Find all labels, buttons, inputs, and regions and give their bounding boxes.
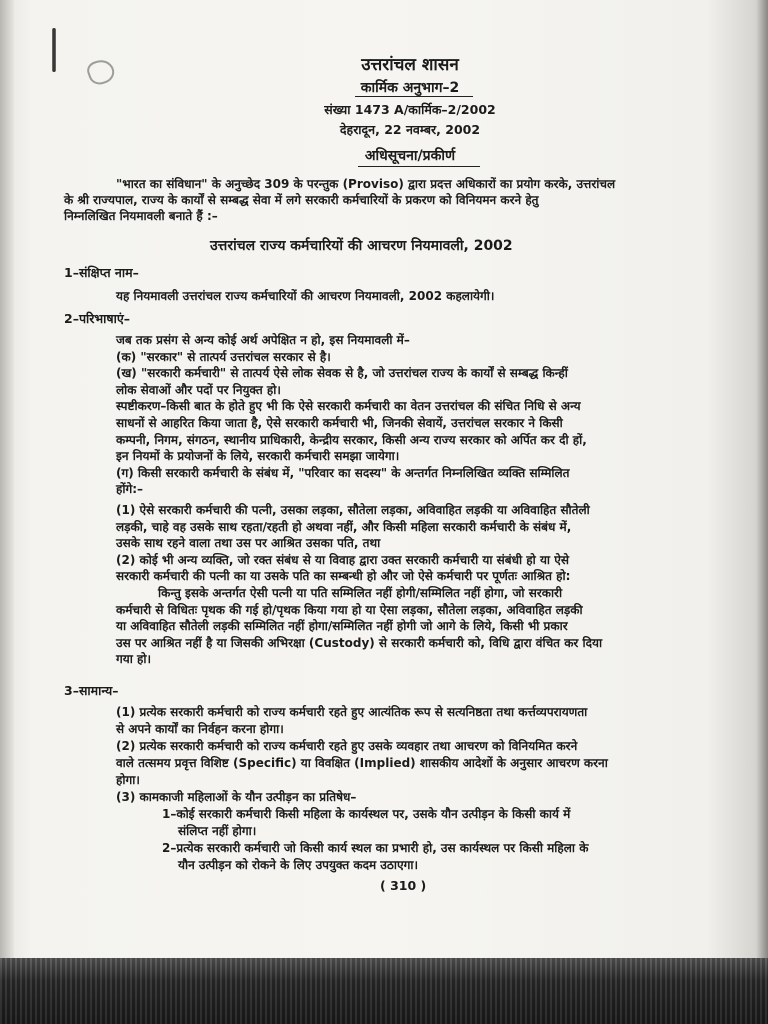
header-underline	[355, 96, 473, 97]
section-2-heading: 2–परिभाषाएं–	[64, 311, 131, 326]
section-2-line: (ग) किसी सरकारी कर्मचारी के संबंध में, "परिवार का सदस्य" के अन्तर्गत निम्नलिखित व्यक्ति सम्मिलित	[116, 465, 570, 480]
section-3-line: (3) कामकाजी महिलाओं के यौन उत्पीड़न का प्रतिषेध–	[116, 790, 357, 804]
header-reference-number: संख्या 1473 A/कार्मिक–2/2002	[324, 102, 496, 117]
section-3-line: होगा।	[116, 773, 140, 787]
section-2-line: लड़की, चाहे वह उसके साथ रहता/रहती हो अथवा नहीं, और किसी महिला सरकारी कर्मचारी के संबंध में,	[116, 519, 572, 534]
notification-underline	[358, 166, 480, 167]
section-2-line: गया हो।	[116, 652, 152, 667]
section-2-line: (1) ऐसे सरकारी कर्मचारी की पत्नी, उसका लड़का, सौतेला लड़का, अविवाहित लड़की या अविवाहित सौतेली	[116, 502, 590, 517]
section-2-line: सरकारी कर्मचारी की पत्नी का या उसके पति का सम्बन्धी हो और जो ऐसे कर्मचारी पर पूर्णतः आश्रित हो:	[116, 569, 571, 584]
section-2-line: साधनों से आहरित किया जाता है, ऐसे सरकारी कर्मचारी भी, जिनकी सेवायें, उत्तरांचल सरकार ने किसी	[116, 415, 563, 430]
section-2-line: उसके साथ रहने वाला तथा उस पर आश्रित उसका पति, तथा	[116, 536, 381, 551]
section-2-line: स्पष्टीकरण–किसी बात के होते हुए भी कि ऐसे सरकारी कर्मचारी का वेतन उत्तरांचल की संचित निधि से अन्य	[116, 399, 581, 414]
section-2-line: (2) कोई भी अन्य व्यक्ति, जो रक्त संबंध से या विवाह द्वारा उक्त सरकारी कर्मचारी या संबंधी हो या ऐसे	[116, 552, 569, 567]
section-3-heading: 3–सामान्य–	[64, 683, 119, 698]
section-2-line: कर्मचारी से विधितः पृथक की गई हो/पृथक किया गया हो या ऐसा लड़का, सौतेला लड़का, अविवाहित लड़की	[116, 602, 583, 617]
section-3-line: यौन उत्पीड़न को रोकने के लिए उपयुक्त कदम उठाएगा।	[178, 858, 419, 872]
section-2-line: उस पर आश्रित नहीं है या जिसकी अभिरक्षा (Custody) से सरकारी कर्मचारी को, विधि द्वारा वंचित कर दिया	[116, 635, 603, 650]
section-2-line: किन्तु इसके अन्तर्गत ऐसी पत्नी या पति सम्मिलित नहीं होगी/सम्मिलित नहीं होगा, जो सरकारी	[158, 585, 563, 600]
section-3-line: संलिप्त नहीं होगा।	[178, 824, 257, 838]
section-2-line: जब तक प्रसंग से अन्य कोई अर्थ अपेक्षित न हो, इस नियमावली में–	[116, 333, 410, 347]
section-2-line: होंगे:–	[116, 482, 144, 497]
section-3-line: वाले तत्समय प्रवृत्त विशिष्ट (Specific) या विवक्षित (Implied) शासकीय आदेशों के अनुसार आचरण करना	[116, 756, 608, 770]
intro-line: निम्नलिखित नियमावली बनाते हैं :–	[64, 209, 218, 223]
section-2-line: या अविवाहित सौतेली लड़की सम्मिलित नहीं होगा/सम्मिलित नहीं होगी जो आगे के लिये, किसी भी प्रकार	[116, 619, 568, 634]
section-2-line: कम्पनी, निगम, संगठन, स्थानीय प्राधिकारी, केन्द्रीय सरकार, किसी अन्य राज्य सरकार को अर्पित कर दी हों,	[116, 432, 587, 447]
section-3-line: 1–कोई सरकारी कर्मचारी किसी महिला के कार्यस्थल पर, उसके यौन उत्पीड़न के किसी कार्य में	[162, 807, 571, 821]
section-2-line: (ख) "सरकारी कर्मचारी" से तात्पर्य ऐसे लोक सेवक से है, जो उत्तरांचल राज्य के कार्यों से सम्बद्ध किन्हीं	[116, 366, 568, 381]
section-2-line: (क) "सरकार" से तात्पर्य उत्तरांचल सरकार से है।	[116, 349, 331, 364]
section-2-line: इन नियमों के प्रयोजनों के लिये, सरकारी कर्मचारी समझा जायेगा।	[116, 449, 400, 464]
section-3-body	[116, 704, 756, 874]
header-government: उत्तरांचल शासन	[361, 55, 459, 75]
section-2-body	[116, 332, 756, 668]
intro-line: के श्री राज्यपाल, राज्य के कार्यों से सम्बद्ध सेवा में लगे सरकारी कर्मचारियों के प्रकरण को विनियमन करने हेतु	[64, 193, 539, 207]
section-1-text: यह नियमावली उत्तरांचल राज्य कर्मचारियों की आचरण नियमावली, 2002 कहलायेगी।	[116, 289, 495, 303]
section-3-line: (2) प्रत्येक सरकारी कर्मचारी को राज्य कर्मचारी रहते हुए उसके व्यवहार तथा आचरण को विनियमित करने	[116, 739, 578, 753]
page-number: ( 310 )	[380, 878, 427, 893]
section-3-line: 2–प्रत्येक सरकारी कर्मचारी जो किसी कार्य स्थल का प्रभारी हो, उस कार्यस्थल पर किसी महिला के	[162, 841, 589, 855]
section-1-heading: 1–संक्षिप्त नाम–	[64, 265, 139, 280]
header-place-date: देहरादून, 22 नवम्बर, 2002	[339, 122, 481, 137]
section-3-line: (1) प्रत्येक सरकारी कर्मचारी को राज्य कर्मचारी रहते हुए आत्यंतिक रूप से सत्यनिष्ठता तथा कर्त्तव्यपरायणता	[116, 705, 588, 719]
scanner-edge-band	[0, 958, 768, 1024]
header-department: कार्मिक अनुभाग–2	[360, 80, 460, 96]
intro-paragraph	[64, 176, 734, 224]
section-2-line: लोक सेवाओं और पदों पर नियुक्त हो।	[116, 382, 281, 397]
section-3-line: से अपने कार्यों का निर्वहन करना होगा।	[116, 722, 284, 736]
intro-line: "भारत का संविधान" के अनुच्छेद 309 के परन्तुक (Proviso) द्वारा प्रदत्त अधिकारों का प्रयोग करके, उत्तरांचल	[116, 177, 616, 191]
rules-title: उत्तरांचल राज्य कर्मचारियों की आचरण नियमावली, 2002	[210, 238, 513, 254]
header-notification: अधिसूचना/प्रकीर्ण	[364, 148, 456, 164]
